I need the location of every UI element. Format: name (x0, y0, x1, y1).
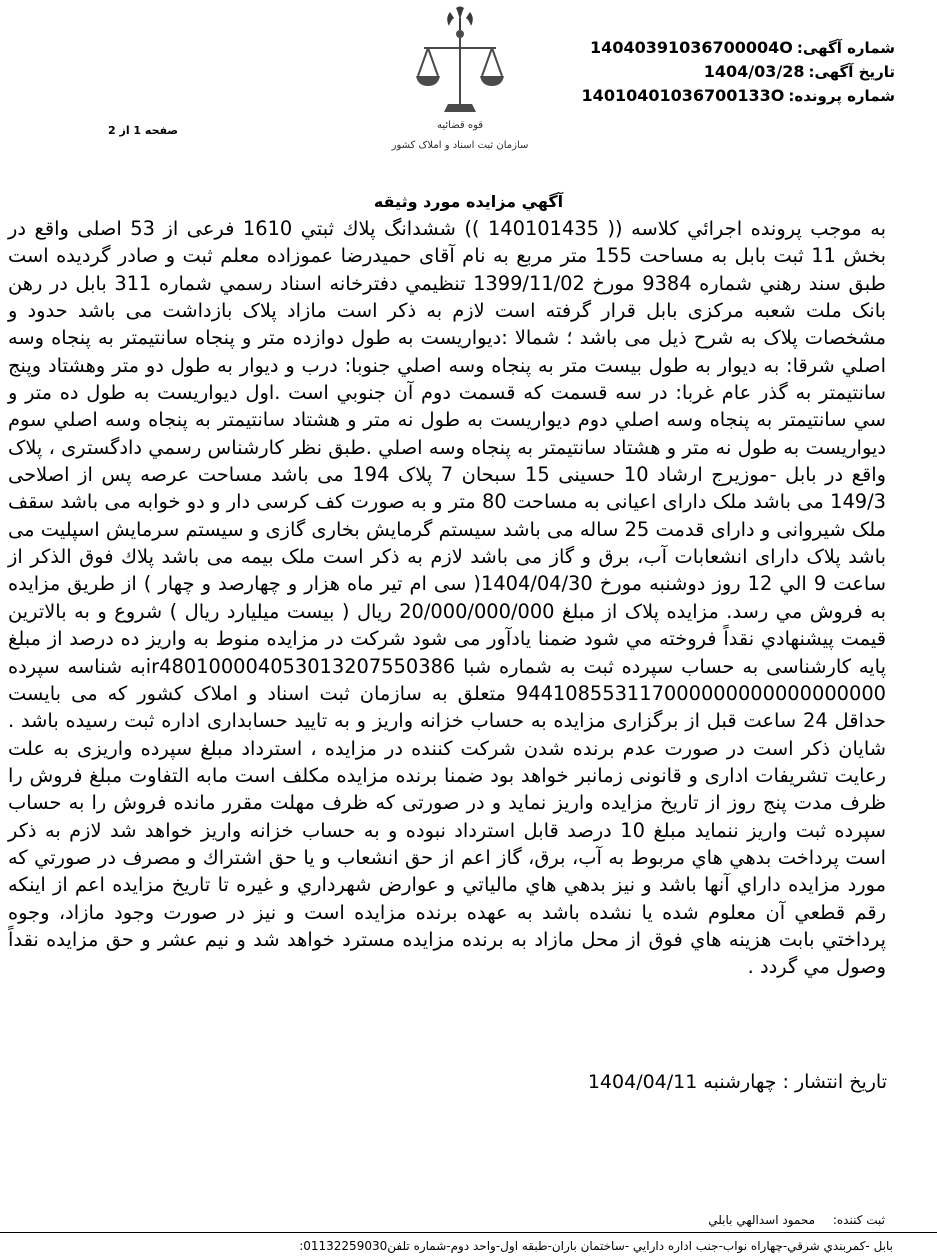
publication-date (588, 1071, 887, 1093)
registrar (708, 1213, 885, 1227)
notice-body (8, 215, 886, 981)
footer-divider (0, 1232, 937, 1233)
notice-date-label: تاریخ آگهی: (808, 63, 895, 81)
registrar-name: محمود اسدالهي بابلي (708, 1213, 816, 1227)
judiciary-emblem (391, 4, 529, 156)
scales-of-justice-icon (391, 4, 529, 156)
page-indicator: صفحه 1 از 2 (108, 124, 179, 137)
publication-day: چهارشنبه (703, 1071, 777, 1093)
notice-date-value: 1404/03/28 (703, 62, 805, 81)
notice-date-row (465, 62, 895, 86)
emblem-line2: سازمان ثبت اسناد و املاک کشور (391, 140, 529, 151)
notice-number-value: 14040391036700004O (590, 38, 793, 57)
publication-date-label: تاریخ انتشار : (782, 1071, 887, 1093)
footer-address: بابل -کمربندي شرقي-چهاراه نواب-جنب اداره دارايي -ساختمان باران-طبقه اول-واحد دوم-شماره تلفن01132259030: (299, 1239, 893, 1253)
case-number-label: شماره پرونده: (788, 87, 895, 105)
case-number-row (465, 86, 895, 110)
notice-number-row (465, 38, 895, 62)
emblem-line1: قوه قضائیه (436, 120, 484, 131)
notice-body-text: به موجب پرونده اجرائي كلاسه (( 140101435 )) ششدانگ پلاك ثبتي 1610 فرعی از 53 اصلی واقع در بخش 11 ثبت بابل به مساحت 155 متر مربع به نام آقای حميدرضا عموزاده معلم ثبت و صادر گرديده است طبق سند رهني شماره 9384 مورخ 1399/11/02 تنظيمي دفترخانه اسناد رسمي شماره 311 بابل در رهن بانک ملت شعبه مرکزی بابل قرار گرفته است لازم به ذکر است مازاد پلاک بازداشت می باشد حدود و مشخصات پلاک به شرح ذیل می باشد ؛ شمالا :ديواريست به طول دوازده متر و پنجاه سانتيمتر به پنجاه وسه اصلي شرقا: به ديوار به طول بيست متر به پنجاه وسه اصلي جنوبا: درب و ديوار به طول دو متر وهشتاد وپنج سانتيمتر به گذر عام غربا: در سه قسمت كه قسمت دوم آن جنوبي است .اول ديواريست به طول ده متر و سي سانتيمتر به پنجاه وسه اصلي دوم ديواريست به طول نه متر و هشتاد سانتيمتر به پنجاه وسه اصلي سوم ديواريست به طول نه متر و هشتاد سانتيمتر به پنجاه وسه اصلي .طبق نظر کارشناس رسمي دادگستری ، پلاک واقع در بابل -موزيرج ارشاد 10 حسینی 15 سبحان 7 پلاک 194 می باشد مساحت عرصه پس از اصلاحی 149/3 می باشد ملک دارای اعیانی به مساحت 80 متر و به صورت کف کرسی دار و دو خوابه می باشد سقف ملک شیروانی و دارای قدمت 25 ساله می باشد سیستم گرمایش بخاری گازی و سیستم سرمایش اسپلیت می باشد پلاک دارای انشعابات آب، برق و گاز می باشد لازم به ذکر است ملک بیمه می باشد پلاك فوق الذكر از ساعت 9 الي 12 روز دوشنبه مورخ 1404/04/30( سی ام تیر ماه هزار و چهارصد و چهار ) از طريق مزايده به فروش مي رسد. مزايده پلاک از مبلغ 20/000/000/000 ريال ( بیست میلیارد ریال ) شروع و به بالاترين قيمت پيشنهادي نقداً فروخته مي شود ضمنا يادآور می شود شرکت در مزايده منوط به واريز ده درصد از مبلغ پايه کارشناسی به حساب سپرده ثبت به شماره شبا ir480100004053013207550386به شناسه سپرده 944108553117000000000000000000 متعلق به سازمان ثبت اسناد و املاک کشور که می بايست حداقل 24 ساعت قبل از برگزاری مزايده به حساب خزانه واريز و به تاييد حسابداری اداره ثبت رسيده باشد . شايان ذكر است در صورت عدم برنده شدن شرکت کننده در مزايده ، استرداد مبلغ سپرده واريزی به علت رعايت تشريفات اداری و قانونی زمانبر خواهد بود ضمنا برنده مزايده مكلف است مابه التفاوت مبلغ فروش را ظرف مدت پنج روز از تاريخ مزايده واريز نمايد و در صورتی كه ظرف مهلت مقرر مانده فروش را به حساب سپرده ثبت واريز ننمايد مبلغ 10 درصد قابل استرداد نبوده و به حساب خزانه واريز خواهد شد لازم به ذكر است پرداخت بدهي هاي مربوط به آب، برق، گاز اعم از حق انشعاب و يا حق اشتراك و مصرف در صورتي كه مورد مزايده داراي آنها باشد و نيز بدهي هاي مالياتي و عوارض شهرداري و غيره تا تاريخ مزايده اعم از اينكه رقم قطعي آن معلوم شده يا نشده باشد به عهده برنده مزايده است و نيز در صورت وجود مازاد، وجوه پرداختي بابت هزينه هاي فوق از محل مازاد به برنده مزايده مسترد خواهد شد و نيم عشر و حق مزايده نقداً وصول مي گردد . (8, 217, 887, 979)
notice-meta (465, 38, 895, 110)
case-number-value: 14010401036700133O (581, 86, 785, 105)
registrar-label: ثبت کننده: (832, 1213, 885, 1227)
notice-number-label: شماره آگهی: (796, 39, 895, 57)
notice-title: آگهي مزايده مورد وثيقه (373, 192, 564, 211)
publication-date-value: 1404/04/11 (587, 1071, 698, 1093)
